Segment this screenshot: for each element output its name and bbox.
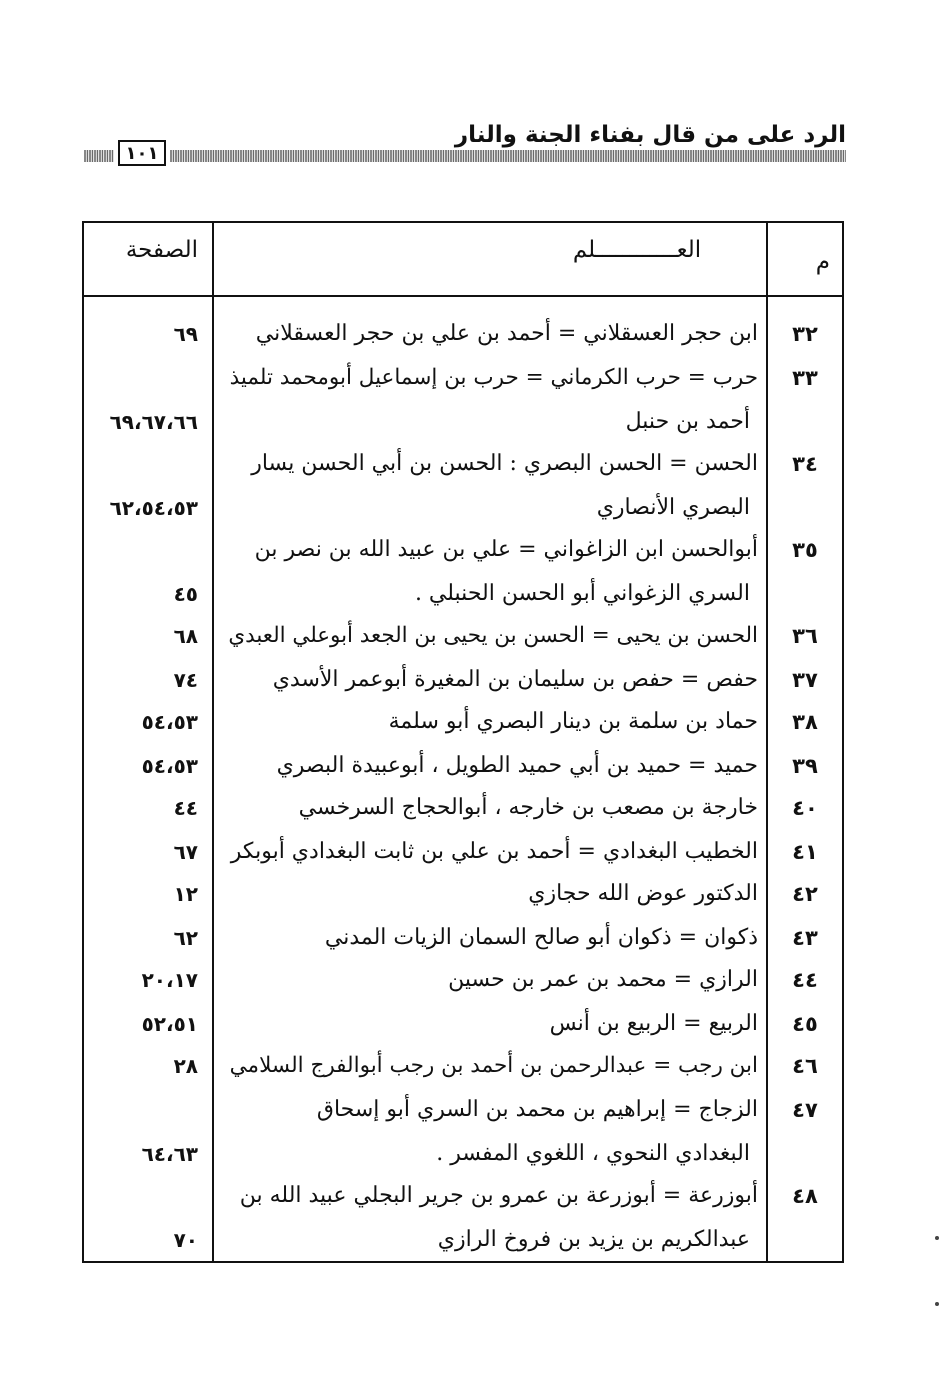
row-pages: ٥٢،٥١ <box>141 1012 198 1036</box>
header-rule-right <box>170 150 846 162</box>
row-name-line: خارجة بن مصعب بن خارجه ، أبوالحجاج السرخسي <box>298 795 758 820</box>
row-name-line: الخطيب البغدادي = أحمد بن علي بن ثابت البغدادي أبوبكر <box>230 839 758 864</box>
header-number: م <box>815 249 830 275</box>
row-number: ٣٦ <box>792 624 818 648</box>
row-number: ٣٢ <box>792 322 818 346</box>
header-rule-left <box>84 150 114 162</box>
row-number: ٣٩ <box>792 754 818 778</box>
row-name-line: السري الزغواني أبو الحسن الحنبلي . <box>414 581 750 606</box>
row-pages: ٤٤ <box>173 796 198 820</box>
row-name-line: الرازي = محمد بن عمر بن حسين <box>448 967 758 992</box>
row-number: ٤٦ <box>792 1054 818 1078</box>
running-head <box>96 112 846 148</box>
row-number: ٤٤ <box>792 968 818 992</box>
row-name-line: أبوزرعة = أبوزرعة بن عمرو بن جرير البجلي عبيد الله بن <box>239 1183 758 1208</box>
running-title: الرد على من قال بفناء الجنة والنار <box>454 122 846 148</box>
row-name-line: أبوالحسن ابن الزاغواني = علي بن عبيد الله بن نصر بن <box>254 537 758 562</box>
header-row-rule <box>84 295 842 297</box>
row-pages: ٦٩،٦٧،٦٦ <box>109 410 198 434</box>
row-number: ٣٨ <box>792 710 818 734</box>
row-pages: ٤٥ <box>173 582 198 606</box>
row-pages: ١٢ <box>173 882 198 906</box>
row-name-line: البصري الأنصاري <box>596 495 750 520</box>
row-number: ٣٣ <box>792 366 818 390</box>
row-pages: ٧٤ <box>173 668 198 692</box>
row-name-line: حرب = حرب الكرماني = حرب بن إسماعيل أبومحمد تلميذ <box>229 365 758 390</box>
row-name-line: أحمد بن حنبل <box>625 409 750 434</box>
row-number: ٣٥ <box>792 538 818 562</box>
row-pages: ٦٢،٥٤،٥٣ <box>109 496 198 520</box>
row-name-line: ابن رجب = عبدالرحمن بن أحمد بن رجب أبوالفرج السلامي <box>229 1053 758 1078</box>
row-number: ٤٠ <box>792 796 818 820</box>
row-number: ٤٥ <box>792 1012 818 1036</box>
row-name-line: حميد = حميد بن أبي حميد الطويل ، أبوعبيدة البصري <box>276 753 758 778</box>
column-divider-number <box>766 223 768 1261</box>
row-pages: ٢٠،١٧ <box>141 968 198 992</box>
row-pages: ٦٩ <box>173 322 198 346</box>
row-pages: ٥٤،٥٣ <box>141 754 198 778</box>
column-divider-pages <box>212 223 214 1261</box>
row-number: ٤٢ <box>792 882 818 906</box>
row-name-line: الحسن = الحسن البصري : الحسن بن أبي الحسن يسار <box>251 451 758 476</box>
header-name: العــــــــــــلم <box>572 237 702 263</box>
row-number: ٤٣ <box>792 926 818 950</box>
row-name-line: الربيع = الربيع بن أنس <box>549 1011 758 1036</box>
row-number: ٣٤ <box>792 452 818 476</box>
row-number: ٤٧ <box>792 1098 818 1122</box>
header-pages: الصفحة <box>125 237 198 263</box>
margin-mark <box>935 1302 939 1306</box>
row-name-line: عبدالكريم بن يزيد بن فروخ الرازي <box>437 1227 750 1252</box>
row-name-line: ابن حجر العسقلاني = أحمد بن علي بن حجر العسقلاني <box>255 321 758 346</box>
row-number: ٣٧ <box>792 668 818 692</box>
index-table <box>82 221 844 1263</box>
row-name-line: ذكوان = ذكوان أبو صالح السمان الزيات المدني <box>324 925 758 950</box>
row-name-line: البغدادي النحوي ، اللغوي المفسر . <box>436 1141 750 1166</box>
row-pages: ٧٠ <box>173 1228 198 1252</box>
row-pages: ٦٨ <box>173 624 198 648</box>
row-number: ٤١ <box>792 840 818 864</box>
margin-mark <box>935 1236 939 1240</box>
row-pages: ٦٤،٦٣ <box>141 1142 198 1166</box>
row-pages: ٦٧ <box>173 840 198 864</box>
page-number: ١٠١ <box>118 140 166 166</box>
row-pages: ٢٨ <box>173 1054 198 1078</box>
row-name-line: الحسن بن يحيى = الحسن بن يحيى بن الجعد أبوعلي العبدي <box>228 623 758 648</box>
row-number: ٤٨ <box>792 1184 818 1208</box>
row-name-line: الزجاج = إبراهيم بن محمد بن السري أبو إسحاق <box>316 1097 758 1122</box>
row-name-line: حفص = حفص بن سليمان بن المغيرة أبوعمر الأسدي <box>272 667 758 692</box>
row-pages: ٦٢ <box>173 926 198 950</box>
row-pages: ٥٤،٥٣ <box>141 710 198 734</box>
row-name-line: حماد بن سلمة بن دينار البصري أبو سلمة <box>388 709 758 734</box>
row-name-line: الدكتور عوض الله حجازي <box>528 881 758 906</box>
